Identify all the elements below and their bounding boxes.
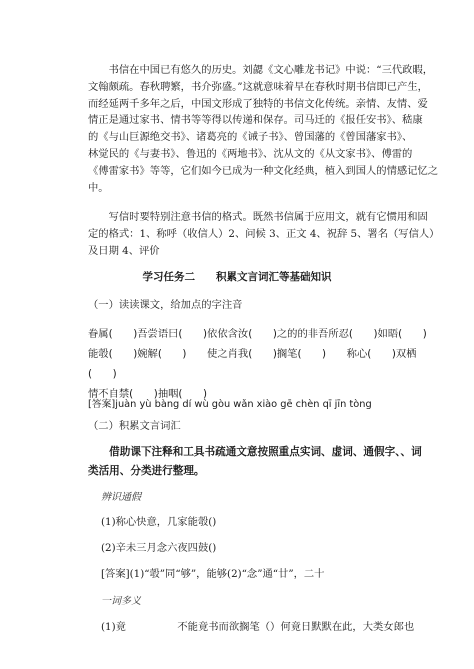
- section-heading-2: （二）积累文言词汇: [88, 420, 181, 432]
- text-line: ( ): [88, 368, 117, 380]
- intro-paragraph: [88, 62, 439, 196]
- answer-line: [答案]juàn yù bàng dí wù gòu wǎn xiào gē chèn qī jīn tòng: [88, 399, 372, 410]
- text-line: 写信时要特别注意书信的格式。既然书信属于应用文，就有它惯用和固: [88, 211, 428, 223]
- text-line: 而经延两千多年之后，中国文形成了独特的书信文化传统。亲情、友情、爱: [88, 97, 428, 110]
- text-line: 情不自禁( )抽咽( ): [88, 388, 208, 400]
- text-line: 林觉民的《与妻书》、鲁迅的《两地书》、沈从文的《从文家书》、傅雷的: [88, 147, 413, 160]
- text-line: 《傅雷家书》等等，它们如今已成为一种文化经典，植入到国人的情感记忆之: [88, 164, 439, 177]
- tongjia-answer: [答案](1)“彀”同“够”，能够(2)“念”通“廿”，二十: [101, 568, 325, 580]
- phonetic-items: [88, 324, 427, 404]
- text-line: 书信在中国已有悠久的历史。刘勰《文心雕龙书记》中说：“三代政暇，: [88, 64, 434, 76]
- tongjia-line: (2)辛未三月念六夜四鼓(): [101, 542, 217, 554]
- text-line: 借助课下注释和工具书疏通文意按照重点实词、虚词、通假字、、词: [88, 446, 422, 458]
- text-line: 文翰颇疏。春秋聘繁，书介弥盛。”这就意味着早在春秋时期书信即已产生，: [88, 80, 428, 93]
- section-heading-1: （一）读读课文，给加点的字注音: [88, 299, 243, 311]
- yici-line: (1)竟 不能竟书而欲搁笔（）何竟日默默在此，大类女郎也: [101, 621, 415, 633]
- heading-yici: 一词多义: [101, 596, 141, 607]
- format-paragraph: [88, 209, 440, 259]
- text-line: 情正是通过家书、情书等等得以传递和保存。司马迁的《报任安书》、嵇康: [88, 114, 423, 127]
- text-line: 定的格式：1、称呼（收信人）2、问候 3、正文 4、祝辞 5、署名（写信人）: [88, 227, 440, 240]
- text-line: 类活用、分类进行整理。: [88, 465, 205, 477]
- bold-instruction: [88, 443, 422, 481]
- text-line: 中。: [88, 181, 109, 194]
- text-line: 能彀( )婉解( ) 使之肖我( )搁笔( ) 称心( )双栖: [88, 348, 417, 360]
- text-line: 的《与山巨源绝交书》、诸葛亮的《诫子书》、曾国藩的《曾国藩家书》、: [88, 131, 413, 144]
- text-line: 及日期 4、评价: [88, 244, 160, 257]
- task-title: 学习任务二 积累文言词汇等基础知识: [142, 271, 332, 283]
- heading-tongjia: 辨识通假: [101, 492, 141, 503]
- text-line: 眷属( )吾尝语曰( )依依含汝( )之的的非吾所忍( )如晤( ): [88, 328, 427, 340]
- tongjia-line: (1)称心快意，几家能彀(): [101, 516, 217, 528]
